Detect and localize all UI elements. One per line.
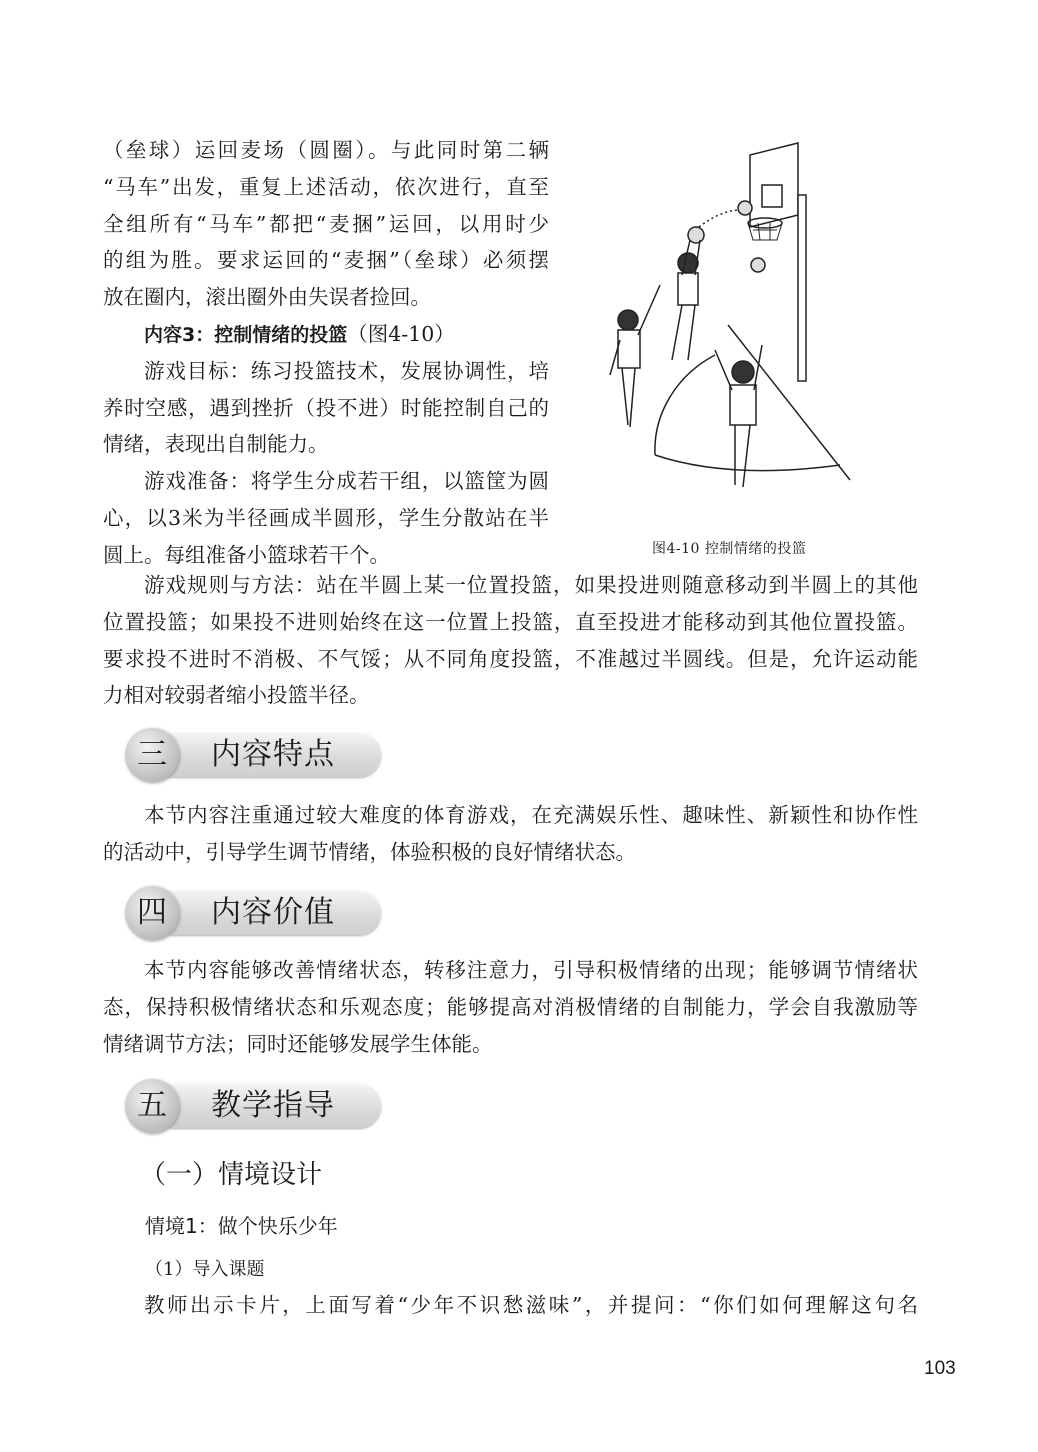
- text-line: 的活动中，引导学生调节情绪，体验积极的良好情绪状态。: [103, 839, 636, 864]
- basketball: [751, 258, 765, 272]
- section-title: 内容特点: [211, 737, 335, 772]
- rules-paragraph: [103, 567, 918, 714]
- text-line: 游戏准备：将学生分成若干组，以篮筐为圆: [144, 469, 549, 494]
- player-waiting: [610, 285, 660, 427]
- page-number: 103: [924, 1358, 956, 1379]
- section-header-3: [125, 728, 383, 782]
- text-line: “马车”出发，重复上述活动，依次进行，直至: [103, 174, 549, 199]
- section3-paragraph: [103, 797, 918, 871]
- text-line: 养时空感，遇到挫折（投不进）时能控制自己的: [103, 395, 549, 420]
- figure-ref: （图4-10）: [347, 321, 455, 346]
- text-line: 全组所有“马车”都把“麦捆”运回，以用时少: [103, 211, 549, 236]
- text-line: 游戏目标：练习投篮技术，发展协调性，培: [144, 358, 549, 383]
- text-line: 情绪调节方法；同时还能够发展学生体能。: [103, 1031, 493, 1056]
- last-paragraph: [103, 1287, 918, 1324]
- section4-paragraph: [103, 952, 918, 1062]
- text-line: 的组为胜。要求运回的“麦捆”（垒球）必须摆: [103, 248, 549, 273]
- section-number: 三: [125, 728, 179, 782]
- top-paragraph: [103, 132, 549, 574]
- text-line: 要求投不进时不消极、不气馁；从不同角度投篮，不准越过半圆线。但是，允许运动能: [103, 646, 918, 671]
- text-line: 圆上。每组准备小篮球若干个。: [103, 542, 390, 567]
- section-title: 教学指导: [211, 1088, 335, 1123]
- text-line: 态，保持积极情绪状态和乐观态度；能够提高对消极情绪的自制能力，学会自我激励等: [103, 994, 918, 1019]
- section-header-5: [125, 1079, 383, 1133]
- player-defending: [715, 345, 762, 487]
- figure-caption: 图4-10 控制情绪的投篮: [652, 541, 807, 557]
- basketball-illustration: [600, 135, 860, 500]
- section-header-4: [125, 886, 383, 940]
- player-shooting: [672, 240, 700, 360]
- text-line: 位置投篮；如果投不进则始终在这一位置上投篮，直至投进才能移动到其他位置投篮。: [103, 609, 918, 634]
- scenario-heading: 情境1：做个快乐少年: [145, 1214, 338, 1238]
- text-line: 游戏规则与方法：站在半圆上某一位置投篮，如果投进则随意移动到半圆上的其他: [144, 573, 918, 597]
- content3-title: 内容3：控制情绪的投篮: [144, 323, 348, 346]
- section-number: 五: [125, 1079, 179, 1133]
- text-line: 力相对较弱者缩小投篮半径。: [103, 683, 370, 708]
- text-line: 本节内容能够改善情绪状态，转移注意力，引导积极情绪的出现；能够调节情绪状: [144, 958, 918, 982]
- basketball: [738, 201, 752, 215]
- subsection-heading: （一）情境设计: [140, 1160, 323, 1190]
- section-title: 内容价值: [211, 895, 335, 930]
- ball-trajectory: [695, 210, 740, 230]
- text-line: 情绪，表现出自制能力。: [103, 432, 329, 457]
- section-number: 四: [125, 886, 179, 940]
- text-line: 本节内容注重通过较大难度的体育游戏，在充满娱乐性、趣味性、新颖性和协作性: [144, 803, 918, 827]
- text-line: （垒球）运回麦场（圆圈）。与此同时第二辆: [103, 138, 549, 162]
- text-line: 放在圈内，滚出圈外由失误者捡回。: [103, 285, 431, 310]
- content3-heading: [103, 316, 549, 353]
- text-line: 教师出示卡片，上面写着“少年不识愁滋味”，并提问：“你们如何理解这句名: [144, 1293, 918, 1317]
- text-line: 心，以3米为半径画成半圆形，学生分散站在半: [103, 505, 549, 530]
- step-heading: （1）导入课题: [145, 1259, 265, 1280]
